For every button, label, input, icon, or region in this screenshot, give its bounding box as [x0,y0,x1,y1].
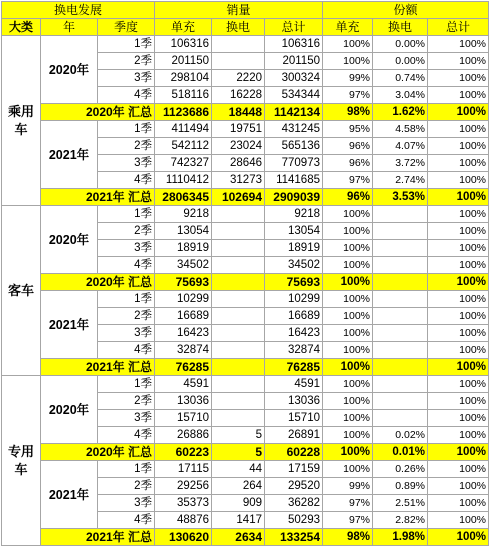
share-total-cell: 100% [428,70,489,87]
share-plug-cell: 100% [323,53,373,70]
subtotal-sales-swap [212,359,265,376]
share-swap-cell: 0.02% [373,427,428,444]
sales-total-cell: 26891 [265,427,323,444]
subtotal-row [2,189,489,206]
subtotal-sales-total: 2909039 [265,189,323,206]
share-plug-cell: 100% [323,461,373,478]
share-swap-cell [373,257,428,274]
sales-plug-cell: 18919 [155,240,212,257]
subtotal-share-swap: 1.62% [373,104,428,121]
share-total-cell: 100% [428,325,489,342]
subtotal-sales-swap [212,274,265,291]
share-swap-cell: 2.82% [373,512,428,529]
share-swap-cell: 0.00% [373,53,428,70]
subtotal-share-swap [373,274,428,291]
share-swap-cell [373,342,428,359]
sales-swap-cell: 28646 [212,155,265,172]
subtotal-label: 2021年 汇总 [41,359,155,376]
col-year: 年 [41,19,98,36]
subtotal-sales-swap: 102694 [212,189,265,206]
share-total-cell: 100% [428,172,489,189]
share-swap-cell [373,223,428,240]
sales-total-cell: 431245 [265,121,323,138]
share-swap-cell: 0.00% [373,36,428,53]
share-total-cell: 100% [428,376,489,393]
sales-swap-cell [212,308,265,325]
sales-plug-cell: 26886 [155,427,212,444]
quarter-cell: 3季 [98,495,155,512]
sales-swap-cell [212,53,265,70]
share-plug-cell: 100% [323,427,373,444]
sales-total-cell: 17159 [265,461,323,478]
quarter-cell: 1季 [98,376,155,393]
share-plug-cell: 100% [323,342,373,359]
share-plug-cell: 100% [323,291,373,308]
share-plug-cell: 97% [323,495,373,512]
table-row [2,291,489,308]
table-row [2,206,489,223]
quarter-cell: 1季 [98,206,155,223]
subtotal-share-total: 100% [428,529,489,546]
subtotal-row [2,529,489,546]
share-total-cell: 100% [428,36,489,53]
quarter-cell: 4季 [98,257,155,274]
sales-total-cell: 16423 [265,325,323,342]
sales-swap-cell: 16228 [212,87,265,104]
share-total-cell: 100% [428,410,489,427]
subtotal-share-total: 100% [428,189,489,206]
sales-swap-cell: 31273 [212,172,265,189]
sales-total-cell: 770973 [265,155,323,172]
sales-total-cell: 50293 [265,512,323,529]
share-swap-cell: 0.89% [373,478,428,495]
share-swap-cell [373,308,428,325]
col-quarter: 季度 [98,19,155,36]
share-total-cell: 100% [428,138,489,155]
quarter-cell: 2季 [98,308,155,325]
subtotal-sales-plug: 76285 [155,359,212,376]
table-body [2,2,489,546]
sales-plug-cell: 13036 [155,393,212,410]
subtotal-label: 2021年 汇总 [41,189,155,206]
share-total-cell: 100% [428,240,489,257]
col-share-swap: 换电 [373,19,428,36]
share-plug-cell: 99% [323,478,373,495]
sales-plug-cell: 201150 [155,53,212,70]
sales-plug-cell: 742327 [155,155,212,172]
sales-total-cell: 13036 [265,393,323,410]
share-swap-cell: 2.51% [373,495,428,512]
sales-swap-cell [212,291,265,308]
sales-swap-cell: 909 [212,495,265,512]
sales-total-cell: 9218 [265,206,323,223]
sales-plug-cell: 542112 [155,138,212,155]
sales-plug-cell: 29256 [155,478,212,495]
col-sales-total: 总计 [265,19,323,36]
sales-total-cell: 32874 [265,342,323,359]
col-sales-plug: 单充 [155,19,212,36]
share-plug-cell: 96% [323,155,373,172]
sales-swap-cell [212,257,265,274]
share-plug-cell: 97% [323,172,373,189]
subtotal-share-total: 100% [428,359,489,376]
quarter-cell: 4季 [98,427,155,444]
subtotal-row [2,274,489,291]
share-swap-cell [373,393,428,410]
sales-plug-cell: 518116 [155,87,212,104]
sales-plug-cell: 34502 [155,257,212,274]
share-swap-cell: 3.72% [373,155,428,172]
sales-swap-cell: 23024 [212,138,265,155]
sales-swap-cell [212,342,265,359]
header-row-2 [2,19,489,36]
year-cell: 2020年 [41,36,98,104]
sales-total-cell: 15710 [265,410,323,427]
subtotal-sales-total: 60228 [265,444,323,461]
sales-swap-cell [212,36,265,53]
subtotal-row [2,444,489,461]
share-plug-cell: 97% [323,512,373,529]
subtotal-sales-total: 76285 [265,359,323,376]
title-share: 份额 [323,2,489,19]
share-plug-cell: 100% [323,308,373,325]
share-total-cell: 100% [428,308,489,325]
quarter-cell: 3季 [98,325,155,342]
sales-swap-cell [212,240,265,257]
subtotal-share-plug: 98% [323,529,373,546]
sales-total-cell: 106316 [265,36,323,53]
sales-total-cell: 300324 [265,70,323,87]
quarter-cell: 2季 [98,478,155,495]
share-swap-cell: 0.26% [373,461,428,478]
sales-total-cell: 534344 [265,87,323,104]
sales-plug-cell: 15710 [155,410,212,427]
share-swap-cell: 2.74% [373,172,428,189]
sales-plug-cell: 32874 [155,342,212,359]
sales-plug-cell: 17115 [155,461,212,478]
share-swap-cell [373,240,428,257]
quarter-cell: 3季 [98,240,155,257]
share-swap-cell: 0.74% [373,70,428,87]
table-row [2,376,489,393]
quarter-cell: 3季 [98,155,155,172]
quarter-cell: 2季 [98,53,155,70]
share-swap-cell [373,206,428,223]
sales-total-cell: 565136 [265,138,323,155]
sales-plug-cell: 16423 [155,325,212,342]
subtotal-share-plug: 96% [323,189,373,206]
share-swap-cell [373,325,428,342]
sales-swap-cell [212,325,265,342]
subtotal-row [2,104,489,121]
category-cell: 乘用车 [2,36,41,206]
quarter-cell: 1季 [98,291,155,308]
quarter-cell: 3季 [98,410,155,427]
header-row-1 [2,2,489,19]
sales-total-cell: 16689 [265,308,323,325]
subtotal-sales-total: 1142134 [265,104,323,121]
subtotal-sales-plug: 130620 [155,529,212,546]
share-swap-cell [373,376,428,393]
subtotal-share-swap: 0.01% [373,444,428,461]
title-main: 换电发展 [2,2,155,19]
sales-total-cell: 29520 [265,478,323,495]
subtotal-sales-swap: 2634 [212,529,265,546]
subtotal-row [2,359,489,376]
table-row [2,36,489,53]
share-plug-cell: 100% [323,257,373,274]
title-sales: 销量 [155,2,323,19]
quarter-cell: 2季 [98,138,155,155]
category-cell: 客车 [2,206,41,376]
year-cell: 2020年 [41,376,98,444]
sales-total-cell: 201150 [265,53,323,70]
quarter-cell: 1季 [98,121,155,138]
subtotal-sales-plug: 60223 [155,444,212,461]
subtotal-label: 2020年 汇总 [41,274,155,291]
subtotal-sales-swap: 18448 [212,104,265,121]
subtotal-sales-total: 75693 [265,274,323,291]
sales-plug-cell: 35373 [155,495,212,512]
share-total-cell: 100% [428,342,489,359]
sales-swap-cell: 1417 [212,512,265,529]
subtotal-share-total: 100% [428,104,489,121]
sales-swap-cell [212,393,265,410]
year-cell: 2021年 [41,461,98,529]
share-total-cell: 100% [428,461,489,478]
sales-swap-cell [212,206,265,223]
year-cell: 2020年 [41,206,98,274]
share-total-cell: 100% [428,121,489,138]
sales-plug-cell: 10299 [155,291,212,308]
subtotal-sales-plug: 2806345 [155,189,212,206]
quarter-cell: 1季 [98,36,155,53]
sales-total-cell: 4591 [265,376,323,393]
share-swap-cell [373,291,428,308]
share-total-cell: 100% [428,223,489,240]
sales-total-cell: 36282 [265,495,323,512]
sales-total-cell: 10299 [265,291,323,308]
subtotal-sales-plug: 75693 [155,274,212,291]
sales-plug-cell: 16689 [155,308,212,325]
subtotal-sales-plug: 1123686 [155,104,212,121]
subtotal-share-plug: 98% [323,104,373,121]
share-swap-cell: 4.07% [373,138,428,155]
share-total-cell: 100% [428,512,489,529]
sales-swap-cell [212,223,265,240]
share-plug-cell: 100% [323,325,373,342]
subtotal-share-swap: 1.98% [373,529,428,546]
share-total-cell: 100% [428,495,489,512]
sales-total-cell: 13054 [265,223,323,240]
share-plug-cell: 100% [323,410,373,427]
subtotal-share-total: 100% [428,444,489,461]
share-plug-cell: 100% [323,376,373,393]
subtotal-sales-swap: 5 [212,444,265,461]
quarter-cell: 4季 [98,87,155,104]
subtotal-sales-total: 133254 [265,529,323,546]
quarter-cell: 4季 [98,512,155,529]
quarter-cell: 2季 [98,393,155,410]
subtotal-label: 2020年 汇总 [41,444,155,461]
quarter-cell: 3季 [98,70,155,87]
subtotal-share-plug: 100% [323,359,373,376]
sales-swap-cell: 264 [212,478,265,495]
sales-plug-cell: 411494 [155,121,212,138]
sales-plug-cell: 298104 [155,70,212,87]
quarter-cell: 1季 [98,461,155,478]
sales-plug-cell: 13054 [155,223,212,240]
subtotal-share-total: 100% [428,274,489,291]
share-total-cell: 100% [428,87,489,104]
col-share-plug: 单充 [323,19,373,36]
share-plug-cell: 100% [323,36,373,53]
sales-swap-cell: 2220 [212,70,265,87]
share-total-cell: 100% [428,206,489,223]
sales-swap-cell: 19751 [212,121,265,138]
col-category: 大类 [2,19,41,36]
share-total-cell: 100% [428,393,489,410]
share-plug-cell: 99% [323,70,373,87]
swap-sales-table [1,1,489,546]
quarter-cell: 2季 [98,223,155,240]
sales-total-cell: 34502 [265,257,323,274]
year-cell: 2021年 [41,291,98,359]
share-swap-cell: 4.58% [373,121,428,138]
col-share-total: 总计 [428,19,489,36]
share-total-cell: 100% [428,155,489,172]
sales-plug-cell: 48876 [155,512,212,529]
share-plug-cell: 100% [323,393,373,410]
share-plug-cell: 95% [323,121,373,138]
sales-plug-cell: 9218 [155,206,212,223]
sales-swap-cell: 5 [212,427,265,444]
table-row [2,121,489,138]
sales-plug-cell: 1110412 [155,172,212,189]
sales-plug-cell: 106316 [155,36,212,53]
quarter-cell: 4季 [98,172,155,189]
table-row [2,461,489,478]
subtotal-share-plug: 100% [323,444,373,461]
share-swap-cell: 3.04% [373,87,428,104]
share-plug-cell: 100% [323,240,373,257]
category-cell: 专用车 [2,376,41,546]
share-total-cell: 100% [428,478,489,495]
year-cell: 2021年 [41,121,98,189]
share-plug-cell: 100% [323,206,373,223]
sales-plug-cell: 4591 [155,376,212,393]
share-swap-cell [373,410,428,427]
share-plug-cell: 97% [323,87,373,104]
subtotal-share-plug: 100% [323,274,373,291]
subtotal-label: 2021年 汇总 [41,529,155,546]
col-sales-swap: 换电 [212,19,265,36]
share-total-cell: 100% [428,427,489,444]
share-plug-cell: 100% [323,223,373,240]
share-total-cell: 100% [428,53,489,70]
share-total-cell: 100% [428,257,489,274]
quarter-cell: 4季 [98,342,155,359]
subtotal-share-swap: 3.53% [373,189,428,206]
sales-total-cell: 1141685 [265,172,323,189]
share-plug-cell: 96% [323,138,373,155]
sales-swap-cell: 44 [212,461,265,478]
subtotal-label: 2020年 汇总 [41,104,155,121]
sales-swap-cell [212,410,265,427]
sales-total-cell: 18919 [265,240,323,257]
subtotal-share-swap [373,359,428,376]
sales-swap-cell [212,376,265,393]
share-total-cell: 100% [428,291,489,308]
